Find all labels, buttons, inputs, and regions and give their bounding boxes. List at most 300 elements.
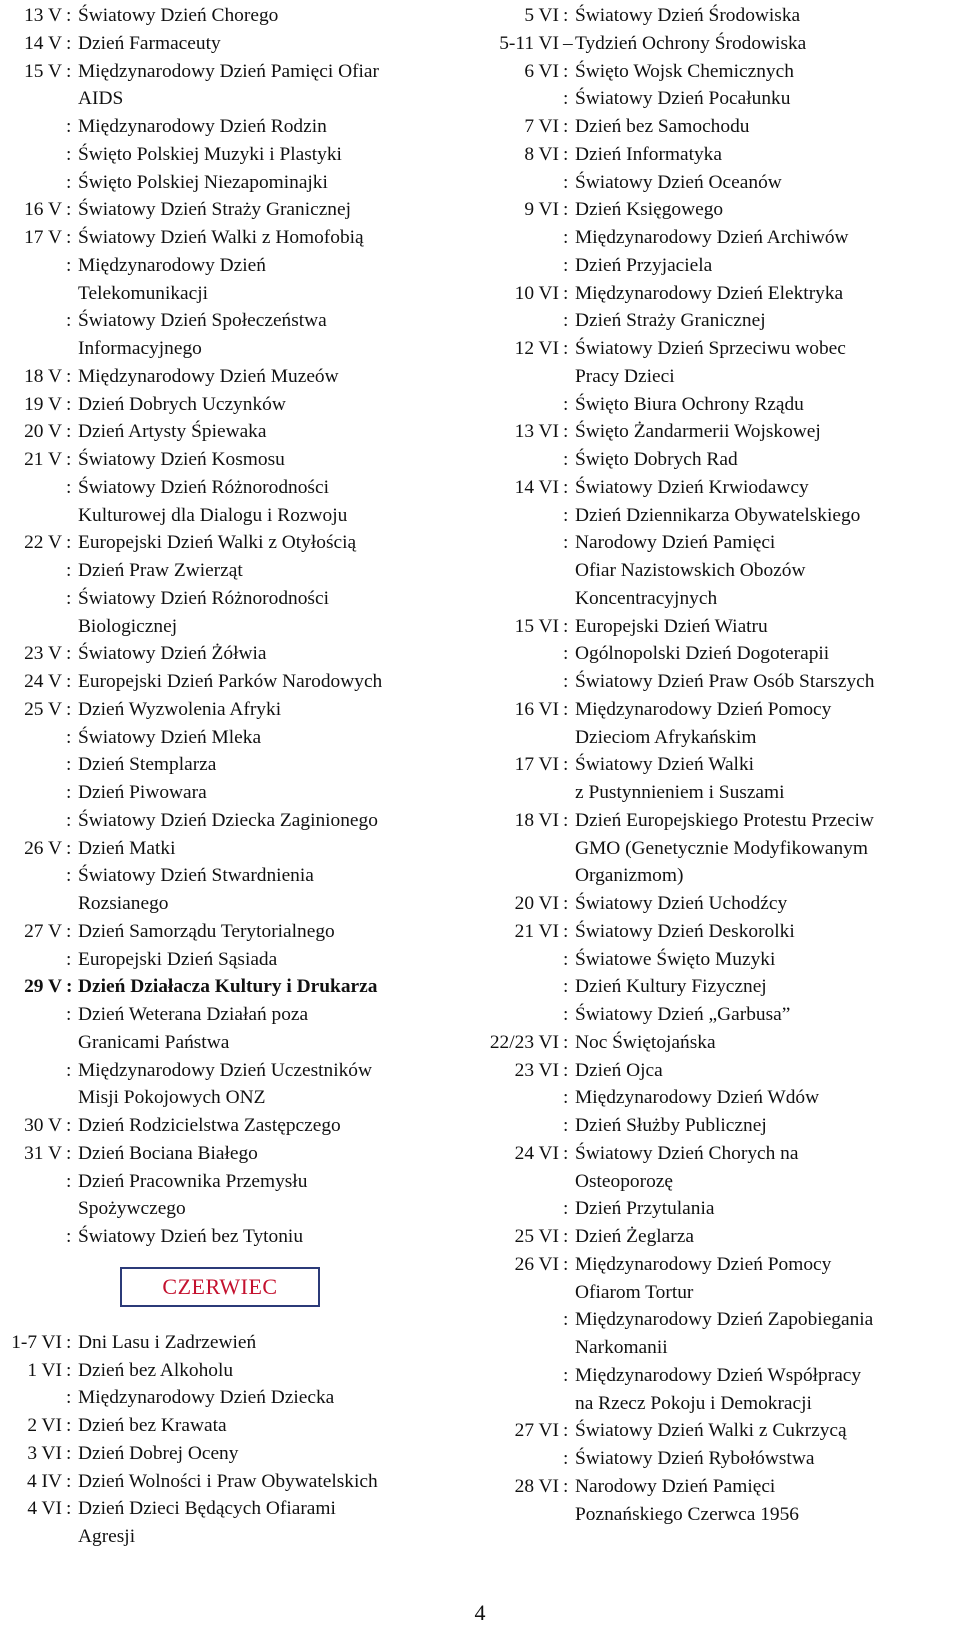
entry-separator: : [563,1115,569,1136]
entry-separator: : [563,60,569,82]
entry-date: 29 V [24,976,62,998]
entry-date: 24 V [24,671,62,692]
entry-text: Międzynarodowy Dzień Uczestników [78,1059,373,1081]
entry-text: Dzień Żeglarza [575,1226,694,1247]
calendar-entry [0,557,470,585]
calendar-entry [0,973,470,1001]
entry-date: 14 VI [514,476,559,498]
entry-text: Europejski Dzień Walki z Otyłością [78,532,357,554]
calendar-entry [478,1001,958,1029]
entry-separator: : [66,1470,72,1492]
calendar-entry [0,1468,470,1496]
calendar-entry [0,1440,470,1468]
entry-date: 22 V [24,532,62,554]
entry-separator: : [66,1226,72,1247]
entry-separator: : [563,893,569,914]
entry-date: 21 V [24,449,62,470]
month-heading: CZERWIEC [120,1267,320,1307]
entry-text: Międzynarodowy Dzień Pomocy [575,698,832,720]
entry-separator: – [563,32,573,54]
calendar-entry [0,113,470,141]
left-column [0,2,470,1551]
entry-date: 4 VI [27,1498,62,1520]
entry-date: 27 VI [514,1420,559,1442]
calendar-entry [0,1168,470,1196]
entry-text: Międzynarodowy Dzień Elektryka [575,282,844,304]
calendar-entry [0,946,470,974]
entry-text: Dzień Stemplarza [78,754,217,776]
entry-date: 8 VI [524,143,559,165]
entry-text: Kulturowej dla Dialogu i Rozwoju [78,504,348,526]
entry-separator: : [66,1442,72,1464]
entry-date: 23 VI [514,1059,559,1081]
page-number: 4 [474,1600,486,1625]
calendar-entry [0,1057,470,1085]
entry-date: 15 VI [514,615,559,637]
entry-date: 1 VI [27,1359,62,1381]
calendar-entry [0,252,470,280]
entry-separator: : [66,948,72,970]
entry-text: AIDS [78,88,124,110]
entry-text: Międzynarodowy Dzień Zapobiegania [575,1309,874,1331]
entry-separator: : [563,5,569,26]
entry-date: 25 VI [514,1226,559,1247]
entry-text: Światowy Dzień Społeczeństwa [78,310,327,332]
calendar-entry [0,890,470,918]
entry-text: Dzień Działacza Kultury i Drukarza [78,976,378,998]
calendar-entry [478,2,958,30]
entry-separator: : [66,698,72,720]
entry-separator: : [66,1387,72,1409]
calendar-entry [478,502,958,530]
entry-separator: : [563,920,569,942]
calendar-entry [0,85,470,113]
entry-text: Międzynarodowy Dzień Współpracy [575,1364,862,1386]
entry-date: 2 VI [27,1415,62,1436]
entry-separator: : [66,5,72,26]
entry-date: 12 VI [514,338,559,359]
entry-text: Święto Polskiej Niezapominajki [78,171,328,193]
entry-separator: : [563,1142,569,1164]
entry-text: Dzień bez Samochodu [575,116,750,137]
entry-separator: : [563,1364,569,1386]
entry-text: Światowy Dzień bez Tytoniu [78,1226,304,1247]
entry-date: 21 VI [514,920,559,942]
calendar-entry [0,668,470,696]
calendar-entry [0,1357,470,1385]
entry-text: Dzień Straży Granicznej [575,310,766,332]
entry-separator: : [563,171,569,193]
entry-text: Dzień bez Krawata [78,1415,227,1436]
entry-text: Narodowy Dzień Pamięci [575,532,776,554]
calendar-entry [0,474,470,502]
entry-text: Misji Pokojowych ONZ [78,1087,266,1109]
entry-date: 13 VI [514,421,559,443]
entry-separator: : [66,532,72,554]
entry-text: Światowy Dzień Środowiska [575,5,801,26]
calendar-entry [478,835,958,863]
entry-text: Dzień Dzieci Będących Ofiarami [78,1498,336,1520]
calendar-entry [478,1473,958,1501]
entry-date: 20 V [24,421,62,443]
entry-text: Ofiar Nazistowskich Obozów [575,560,806,581]
calendar-entry [478,446,958,474]
calendar-entry [478,585,958,613]
entry-text: Rozsianego [78,893,169,914]
calendar-entry [478,1112,958,1140]
entry-text: Ofiarom Tortur [575,1281,694,1303]
entry-text: Światowe Święto Muzyki [575,948,776,970]
entry-text: Światowy Dzień Walki z Homofobią [78,227,364,248]
entry-separator: : [66,754,72,776]
entry-text: Dzień Przytulania [575,1198,715,1220]
entry-text: Dzień Europejskiego Protestu Przeciw [575,809,874,831]
calendar-entry [0,613,470,641]
calendar-entry [0,529,470,557]
entry-separator: : [66,199,72,221]
entry-date: 1-7 VI [11,1331,62,1353]
entry-separator: : [563,948,569,970]
entry-text: Organizmom) [575,865,684,887]
entry-date: 28 VI [514,1475,559,1497]
entry-text: Osteoporozę [575,1170,673,1192]
entry-text: Dzień Księgowego [575,199,724,221]
entry-text: Ogólnopolski Dzień Dogoterapii [575,643,830,665]
calendar-entry [478,1251,958,1279]
calendar-entry [478,1140,958,1168]
entry-date: 31 V [24,1142,62,1164]
calendar-entry [478,724,958,752]
calendar-entry [478,169,958,197]
entry-date: 18 VI [514,809,559,831]
entry-text: Międzynarodowy Dzień [78,254,266,276]
entry-separator: : [563,1253,569,1275]
entry-separator: : [563,698,569,720]
calendar-entry [0,1495,470,1523]
calendar-entry [0,1140,470,1168]
calendar-entry [478,696,958,724]
entry-text: na Rzecz Pokoju i Demokracji [575,1392,812,1414]
entry-date: 3 VI [27,1442,62,1464]
entry-separator: : [563,532,569,554]
entry-text: Europejski Dzień Parków Narodowych [78,671,383,692]
entry-text: Dzień Praw Zwierząt [78,560,243,581]
entry-separator: : [66,1115,72,1136]
entry-text: Święto Polskiej Muzyki i Plastyki [78,143,342,165]
entry-date: 5-11 VI [499,32,559,54]
entry-text: Światowy Dzień Mleka [78,726,262,748]
entry-separator: : [563,227,569,248]
calendar-entry [478,418,958,446]
entry-text: Światowy Dzień Krwiodawcy [575,476,809,498]
calendar-entry [0,58,470,86]
entry-separator: : [563,421,569,443]
entry-separator: : [563,116,569,137]
entry-separator: : [563,254,569,276]
calendar-entry [0,1412,470,1440]
calendar-entry [478,85,958,113]
entry-text: Europejski Dzień Sąsiada [78,948,278,970]
entry-text: Dzień Przyjaciela [575,254,713,276]
entry-text: Międzynarodowy Dzień Pomocy [575,1253,832,1275]
entry-text: GMO (Genetycznie Modyfikowanym [575,837,868,859]
calendar-entry [478,307,958,335]
entry-separator: : [66,116,72,137]
calendar-entry [478,363,958,391]
calendar-entry [478,751,958,779]
calendar-entry [0,280,470,308]
entry-text: Światowy Dzień Różnorodności [78,587,329,609]
entry-text: Światowy Dzień Chorych na [575,1142,799,1164]
calendar-entry [0,1084,470,1112]
calendar-entry [478,862,958,890]
entry-text: Światowy Dzień Kosmosu [78,449,285,470]
entry-separator: : [66,920,72,942]
entry-text: Biologicznej [78,615,178,637]
entry-text: Święto Biura Ochrony Rządu [575,393,804,415]
entry-text: Dzień Farmaceuty [78,32,221,54]
entry-separator: : [66,476,72,498]
entry-separator: : [563,1198,569,1220]
calendar-entry [0,1329,470,1357]
entry-text: Światowy Dzień Walki [575,754,755,776]
entry-date: 24 VI [514,1142,559,1164]
entry-text: Dzień Wyzwolenia Afryki [78,698,282,720]
entry-date: 22/23 VI [489,1031,559,1053]
calendar-entry [0,446,470,474]
calendar-entry [478,58,958,86]
entry-text: Noc Świętojańska [575,1031,716,1053]
entry-separator: : [66,809,72,831]
entry-date: 26 V [24,837,62,859]
entry-text: Informacyjnego [78,338,202,359]
entry-text: Dzień bez Alkoholu [78,1359,234,1381]
entry-date: 25 V [24,698,62,720]
calendar-entry [478,946,958,974]
entry-text: Dzień Piwowara [78,782,207,803]
calendar-entry [478,973,958,1001]
entry-date: 23 V [24,643,62,665]
calendar-entry [0,1029,470,1057]
entry-separator: : [66,449,72,470]
calendar-entry [0,696,470,724]
entry-separator: : [66,671,72,692]
calendar-entry [478,1279,958,1307]
entry-text: Światowy Dzień Różnorodności [78,476,329,498]
calendar-entry [478,1084,958,1112]
calendar-entry [478,335,958,363]
calendar-entry [0,335,470,363]
entry-separator: : [66,976,73,998]
entry-separator: : [563,1226,569,1247]
entry-separator: : [66,421,72,443]
entry-separator: : [563,1448,569,1469]
entry-text: Tydzień Ochrony Środowiska [575,32,807,54]
entry-separator: : [66,171,72,193]
calendar-entry [478,1390,958,1418]
entry-text: Światowy Dzień Dziecka Zaginionego [78,809,378,831]
entry-separator: : [563,1309,569,1331]
entry-text: Dzień Ojca [575,1059,663,1081]
entry-date: 16 VI [514,698,559,720]
entry-date: 14 V [24,32,62,54]
calendar-entry [478,1501,958,1529]
entry-text: Święto Żandarmerii Wojskowej [575,421,821,443]
entry-separator: : [563,1059,569,1081]
entry-separator: : [563,476,569,498]
calendar-entry [0,307,470,335]
entry-text: Światowy Dzień Chorego [78,5,279,26]
entry-text: Międzynarodowy Dzień Muzeów [78,365,339,387]
entry-text: Światowy Dzień Sprzeciwu wobec [575,338,846,359]
entry-text: Dzień Służby Publicznej [575,1115,767,1136]
entry-date: 16 V [24,199,62,221]
entry-date: 13 V [24,5,62,26]
entry-separator: : [563,976,569,998]
calendar-entry [0,724,470,752]
calendar-entry [0,502,470,530]
entry-separator: : [66,365,72,387]
entry-separator: : [563,338,569,359]
entry-text: Narodowy Dzień Pamięci [575,1475,776,1497]
calendar-entry [478,1195,958,1223]
entry-separator: : [563,671,569,692]
entry-date: 30 V [24,1115,62,1136]
entry-separator: : [563,754,569,776]
entry-separator: : [563,310,569,332]
entry-date: 19 V [24,393,62,415]
entry-date: 17 VI [514,754,559,776]
calendar-entry [0,30,470,58]
entry-separator: : [66,393,72,415]
entry-separator: : [563,199,569,221]
entry-separator: : [563,643,569,665]
entry-text: Dzień Kultury Fizycznej [575,976,767,998]
entry-text: Światowy Dzień Pocałunku [575,88,791,110]
entry-text: Pracy Dzieci [575,365,675,387]
month-heading-wrap [0,1251,470,1329]
entry-text: Dzień Rodzicielstwa Zastępczego [78,1115,341,1136]
calendar-entry [478,1334,958,1362]
entry-text: Spożywczego [78,1198,186,1220]
entry-separator: : [563,615,569,637]
calendar-entry [478,391,958,419]
entry-text: Światowy Dzień Deskorolki [575,920,795,942]
entry-separator: : [563,449,569,470]
calendar-entry [0,779,470,807]
entry-separator: : [563,1475,569,1497]
entry-separator: : [66,1331,72,1353]
calendar-entry [0,807,470,835]
entry-separator: : [66,1170,72,1192]
entry-separator: : [66,587,72,609]
calendar-entry [478,557,958,585]
calendar-entry [0,363,470,391]
entry-separator: : [563,143,569,165]
entry-text: Święto Wojsk Chemicznych [575,60,794,82]
calendar-entry [478,1445,958,1473]
entry-separator: : [66,60,72,82]
entry-separator: : [66,227,72,248]
entry-date: 18 V [24,365,62,387]
calendar-entry [478,668,958,696]
entry-text: Dzień Weterana Działań poza [78,1004,309,1025]
entry-text: Dzień Pracownika Przemysłu [78,1170,308,1192]
calendar-entry [478,1417,958,1445]
entry-separator: : [66,643,72,665]
calendar-entry [478,1306,958,1334]
entry-date: 5 VI [524,5,559,26]
entry-separator: : [66,1059,72,1081]
entry-separator: : [563,809,569,831]
entry-separator: : [66,837,72,859]
entry-text: Światowy Dzień Żółwia [78,643,267,665]
calendar-entry [478,474,958,502]
calendar-entry [478,1057,958,1085]
calendar-entry [0,585,470,613]
calendar-entry [478,1362,958,1390]
calendar-entry [0,640,470,668]
entry-text: Koncentracyjnych [575,587,718,609]
calendar-entry [0,391,470,419]
entry-separator: : [563,88,569,110]
calendar-entry [0,224,470,252]
entry-date: 26 VI [514,1253,559,1275]
entry-text: Europejski Dzień Wiatru [575,615,768,637]
calendar-entry [478,779,958,807]
entry-separator: : [66,1004,72,1025]
entry-text: Światowy Dzień Uchodźcy [575,893,788,914]
calendar-entry [478,252,958,280]
entry-text: Dni Lasu i Zadrzewień [78,1331,257,1353]
calendar-entry [478,613,958,641]
calendar-entry [478,196,958,224]
entry-separator: : [66,782,72,803]
entry-separator: : [563,393,569,415]
entry-date: 10 VI [514,282,559,304]
entry-separator: : [66,1359,72,1381]
entry-text: Międzynarodowy Dzień Dziecka [78,1387,335,1409]
entry-text: Międzynarodowy Dzień Archiwów [575,227,849,248]
calendar-entry [478,640,958,668]
entry-date: 7 VI [524,116,559,137]
entry-date: 17 V [24,227,62,248]
calendar-entry [0,1001,470,1029]
entry-text: Dzień Wolności i Praw Obywatelskich [78,1470,378,1492]
entry-date: 20 VI [514,893,559,914]
entry-separator: : [563,282,569,304]
calendar-entry [478,890,958,918]
entry-date: 27 V [24,920,62,942]
entry-text: Międzynarodowy Dzień Pamięci Ofiar [78,60,379,82]
entry-text: Dzień Dobrej Oceny [78,1442,239,1464]
calendar-entry [0,1223,470,1251]
calendar-entry [0,418,470,446]
calendar-entry [0,1384,470,1412]
entry-date: 6 VI [524,60,559,82]
entry-text: Dzień Bociana Białego [78,1142,258,1164]
entry-separator: : [66,32,72,54]
entry-separator: : [66,310,72,332]
entry-text: Światowy Dzień Oceanów [575,171,782,193]
entry-separator: : [563,1031,569,1053]
calendar-entry [0,141,470,169]
entry-text: Granicami Państwa [78,1031,230,1053]
entry-separator: : [563,1087,569,1109]
entry-text: Światowy Dzień Praw Osób Starszych [575,671,875,692]
entry-separator: : [66,1415,72,1436]
calendar-entry [478,1223,958,1251]
